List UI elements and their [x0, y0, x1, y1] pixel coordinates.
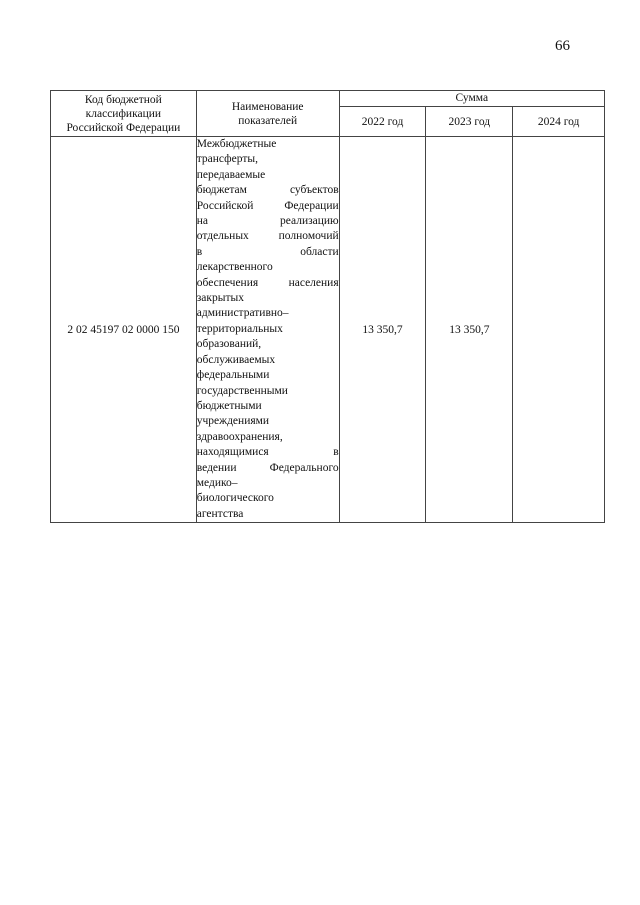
description-word: бюджетам: [196, 184, 247, 197]
description-word: реализацию: [280, 215, 339, 228]
description-word: федеральными: [196, 369, 270, 382]
description-line: [197, 137, 339, 152]
description-line: [197, 461, 339, 476]
description-word: обеспечения: [196, 276, 259, 289]
description-line: [197, 430, 339, 445]
description-word: на: [196, 215, 209, 228]
description-word: образований,: [196, 338, 262, 351]
description-line: [197, 414, 339, 429]
description-line: [197, 214, 339, 229]
sum-column-header: Сумма: [339, 91, 604, 107]
description-line: [197, 168, 339, 183]
indicator-description-cell: [196, 137, 339, 523]
description-word: закрытых: [196, 292, 244, 305]
description-word: в: [333, 446, 339, 459]
description-word: государственными: [196, 384, 288, 397]
code-header-line: Код бюджетной: [84, 93, 162, 106]
description-line: [197, 337, 339, 352]
description-word: здравоохранения,: [196, 430, 283, 443]
description-line: [197, 368, 339, 383]
description-line: [197, 353, 339, 368]
description-line: [197, 399, 339, 414]
description-word: лекарственного: [196, 261, 273, 274]
description-word: области: [300, 245, 339, 258]
description-line: [197, 384, 339, 399]
year-header-2023: 2023 год: [426, 107, 513, 137]
description-word: биологического: [196, 492, 274, 505]
description-word: обслуживаемых: [196, 353, 276, 366]
description-line: [197, 476, 339, 491]
description-word: находящимися: [196, 446, 269, 459]
year-header-2022: 2022 год: [339, 107, 426, 137]
description-word: передаваемые: [196, 168, 266, 181]
name-header-line: показателей: [238, 114, 298, 127]
description-word: Российской: [196, 199, 254, 212]
description-line: [197, 322, 339, 337]
year-header-2024: 2024 год: [513, 107, 605, 137]
description-word: медико–: [196, 476, 238, 489]
description-line: [197, 199, 339, 214]
description-line: [197, 229, 339, 244]
description-line: [197, 183, 339, 198]
description-word: трансферты,: [196, 153, 258, 166]
description-line: [197, 260, 339, 275]
value-2024-cell: [513, 137, 605, 523]
description-word: Федерации: [284, 199, 339, 212]
description-line: [197, 245, 339, 260]
table-row: [51, 137, 605, 523]
description-line: [197, 445, 339, 460]
description-word: административно–: [196, 307, 289, 320]
description-line: [197, 276, 339, 291]
name-column-header: [196, 91, 339, 137]
description-word: учреждениями: [196, 415, 270, 428]
code-header-line: классификации: [85, 107, 162, 120]
name-header-line: Наименование: [231, 100, 304, 113]
description-word: Межбюджетные: [196, 138, 277, 150]
code-column-header: [51, 91, 197, 137]
page-number: 66: [555, 38, 570, 54]
description-line: [197, 306, 339, 321]
budget-table: [50, 90, 605, 523]
description-word: агентства: [196, 507, 244, 520]
value-2023-cell: 13 350,7: [426, 137, 513, 523]
description-word: бюджетными: [196, 399, 262, 412]
description-line: [197, 152, 339, 167]
description-word: Федерального: [269, 461, 339, 474]
description-word: территориальных: [196, 322, 283, 335]
value-2022-cell: 13 350,7: [339, 137, 426, 523]
code-header-line: Российской Федерации: [66, 121, 181, 134]
budget-code-cell: 2 02 45197 02 0000 150: [51, 137, 197, 523]
description-word: ведении: [196, 461, 237, 474]
description-word: населения: [288, 276, 339, 289]
description-line: [197, 291, 339, 306]
description-word: в: [196, 245, 203, 258]
header-row: [51, 91, 605, 107]
description-word: субъектов: [289, 184, 339, 197]
description-word: полномочий: [278, 230, 339, 243]
description-line: [197, 507, 339, 522]
description-line: [197, 491, 339, 506]
description-word: отдельных: [196, 230, 249, 243]
